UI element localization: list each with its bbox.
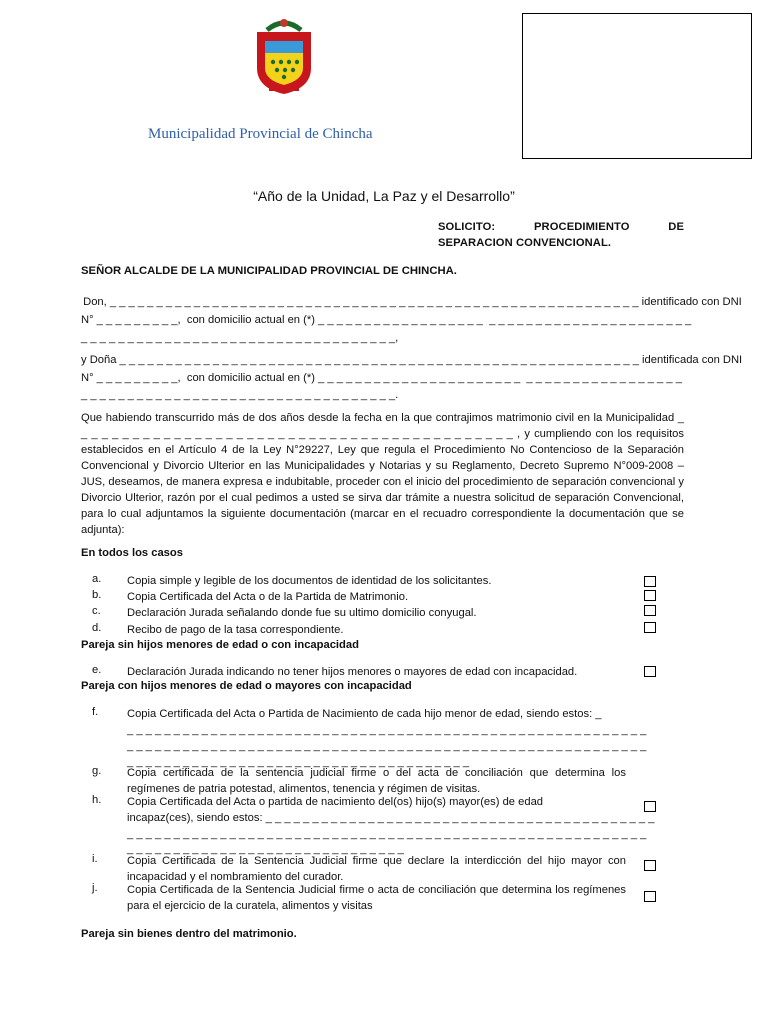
municipal-crest-logo (253, 18, 315, 96)
addressee-heading: SEÑOR ALCALDE DE LA MUNICIPALIDAD PROVINCIAL DE CHINCHA. (81, 265, 457, 277)
item-d-letter: d. (92, 622, 102, 634)
item-h-line4: _ _ _ _ _ _ _ _ _ _ _ _ _ _ _ _ _ _ _ _ _ _ _ _ _ _ _ _ _ _ (127, 843, 404, 855)
body-paragraph: Que habiendo transcurrido más de dos años desde la fecha en la que contrajimos matrimonio civil en la Municipalidad _ _ _ _ _ _ _ _ _ _ _ _ _ _ _ _ _ _ _ _ _ _ _ _ _ _ _ _ _ _ _ _ _ _ _ _ _ _ _ _ _ _ _ , y cumpliendo con los requisitos establecidos en el Artículo 4 de la Ley N°29227, Ley que regula el Procedimiento No Contencioso de la Separación Convencional y Divorcio Ulterior en las Municipalidades y Notarias y su Reglamento, Decreto Supremo N°009-2008 – JUS, deseamos, de manera expresa e indubitable, proceder con el inicio del procedimiento de separación convencional y Divorcio Ulterior, razón por el cual pedimos a usted se sirva dar trámite a nuestra solicitud de separación Convencional, para lo cual adjuntamos la siguiente documentación (marcar en el recuadro correspondiente la documentación que se adjunta): (81, 412, 684, 536)
photo-box (522, 13, 752, 159)
item-f-line3: _ _ _ _ _ _ _ _ _ _ _ _ _ _ _ _ _ _ _ _ _ _ _ _ _ _ _ _ _ _ _ _ _ _ _ _ _ _ _ _ _ _ _ _ _ _ _ _ _ _ _ _ _ _ _ _ (127, 740, 647, 752)
item-f-line4: _ _ _ _ _ _ _ _ _ _ _ _ _ _ _ _ _ _ _ _ _ _ _ _ _ _ _ _ _ _ _ _ _ _ _ _ _ (127, 756, 470, 768)
checkbox-item-d[interactable] (644, 622, 656, 633)
item-f-line1: Copia Certificada del Acta o Partida de Nacimiento de cada hijo menor de edad, siendo estos: _ (127, 708, 602, 720)
dona-dni-address-line: N° _ _ _ _ _ _ _ _ _, con domicilio actual en (*) _ _ _ _ _ _ _ _ _ _ _ _ _ _ _ _ _ _ _ _ _ _ _ _ _ _ _ _ _ _ _ _ _ _ _ _ _ _ _ (81, 372, 682, 384)
section-no-assets: Pareja sin bienes dentro del matrimonio. (81, 928, 297, 940)
item-f-letter: f. (92, 706, 99, 718)
item-i-letter: i. (92, 853, 98, 865)
don-dni-address-line: N° _ _ _ _ _ _ _ _ _, con domicilio actual en (*) _ _ _ _ _ _ _ _ _ _ _ _ _ _ _ _ _ _ _ _ _ _ _ _ _ _ _ _ _ _ _ _ _ _ _ _ _ _ _ _ (81, 314, 692, 326)
item-d-text: Recibo de pago de la tasa correspondiente. (127, 624, 344, 636)
municipality-name: Municipalidad Provincial de Chincha (148, 126, 373, 142)
item-b-letter: b. (92, 589, 102, 601)
section-with-children: Pareja con hijos menores de edad o mayores con incapacidad (81, 680, 412, 692)
dona-address-continuation: _ _ _ _ _ _ _ _ _ _ _ _ _ _ _ _ _ _ _ _ _ _ _ _ _ _ _ _ _ _ _ _ _ _. (81, 389, 399, 401)
item-h-line1: Copia Certificada del Acta o partida de nacimiento del(os) hijo(s) mayor(es) de edad (127, 796, 544, 808)
item-e-letter: e. (92, 664, 102, 676)
item-g-letter: g. (92, 765, 102, 777)
checkbox-item-a[interactable] (644, 576, 656, 587)
request-subject: SOLICITO: PROCEDIMIENTO DE SEPARACION CONVENCIONAL. (438, 221, 684, 249)
item-f-line2: _ _ _ _ _ _ _ _ _ _ _ _ _ _ _ _ _ _ _ _ _ _ _ _ _ _ _ _ _ _ _ _ _ _ _ _ _ _ _ _ _ _ _ _ _ _ _ _ _ _ _ _ _ _ _ _ (127, 724, 647, 736)
item-g-text: Copia certificada de la sentencia judicial firme o del acta de conciliación que determina los regímenes de patria potestad, alimentos, tenencia y régimen de visitas. (127, 767, 626, 795)
item-j-letter: j. (92, 882, 98, 894)
checkbox-item-h[interactable] (644, 801, 656, 812)
checkbox-item-c[interactable] (644, 605, 656, 616)
checkbox-item-b[interactable] (644, 590, 656, 601)
item-h-letter: h. (92, 794, 102, 806)
item-e-text: Declaración Jurada indicando no tener hijos menores o mayores de edad con incapacidad. (127, 666, 578, 678)
item-j-text: Copia Certificada de la Sentencia Judicial firme o acta de conciliación que determina los regímenes para el ejercicio de la curatela, alimentos y visitas (127, 884, 626, 912)
section-no-children: Pareja sin hijos menores de edad o con incapacidad (81, 639, 359, 651)
item-a-letter: a. (92, 573, 102, 585)
dona-name-line: y Doña _ _ _ _ _ _ _ _ _ _ _ _ _ _ _ _ _ _ _ _ _ _ _ _ _ _ _ _ _ _ _ _ _ _ _ _ _ _ _ _ _ _ _ _ _ _ _ _ _ _ _ _ _ _ _ _ identificada con DNI (81, 354, 743, 366)
item-a-text: Copia simple y legible de los documentos de identidad de los solicitantes. (127, 575, 492, 587)
don-address-continuation: _ _ _ _ _ _ _ _ _ _ _ _ _ _ _ _ _ _ _ _ _ _ _ _ _ _ _ _ _ _ _ _ _ _, (81, 332, 399, 344)
year-motto: “Año de la Unidad, La Paz y el Desarrollo” (253, 188, 515, 204)
item-h-line3: _ _ _ _ _ _ _ _ _ _ _ _ _ _ _ _ _ _ _ _ _ _ _ _ _ _ _ _ _ _ _ _ _ _ _ _ _ _ _ _ _ _ _ _ _ _ _ _ _ _ _ _ _ _ _ _ (127, 828, 647, 840)
section-all-cases: En todos los casos (81, 547, 183, 559)
item-h-line2: incapaz(ces), siendo estos: _ _ _ _ _ _ _ _ _ _ _ _ _ _ _ _ _ _ _ _ _ _ _ _ _ _ _ _ _ _ _ _ _ _ _ _ _ _ _ _ _ _ (127, 812, 655, 824)
item-i-text: Copia Certificada de la Sentencia Judicial firme que declare la interdicción del hijo mayor con incapacidad y el nombramiento del curador. (127, 855, 626, 883)
checkbox-item-i[interactable] (644, 860, 656, 871)
checkbox-item-e[interactable] (644, 666, 656, 677)
don-name-line: Don, _ _ _ _ _ _ _ _ _ _ _ _ _ _ _ _ _ _ _ _ _ _ _ _ _ _ _ _ _ _ _ _ _ _ _ _ _ _ _ _ _ _ _ _ _ _ _ _ _ _ _ _ _ _ _ _ _ identificado con DNI (80, 296, 742, 308)
checkbox-item-j[interactable] (644, 891, 656, 902)
item-c-letter: c. (92, 605, 101, 617)
item-b-text: Copia Certificada del Acta o de la Partida de Matrimonio. (127, 591, 409, 603)
item-c-text: Declaración Jurada señalando donde fue su ultimo domicilio conyugal. (127, 607, 477, 619)
